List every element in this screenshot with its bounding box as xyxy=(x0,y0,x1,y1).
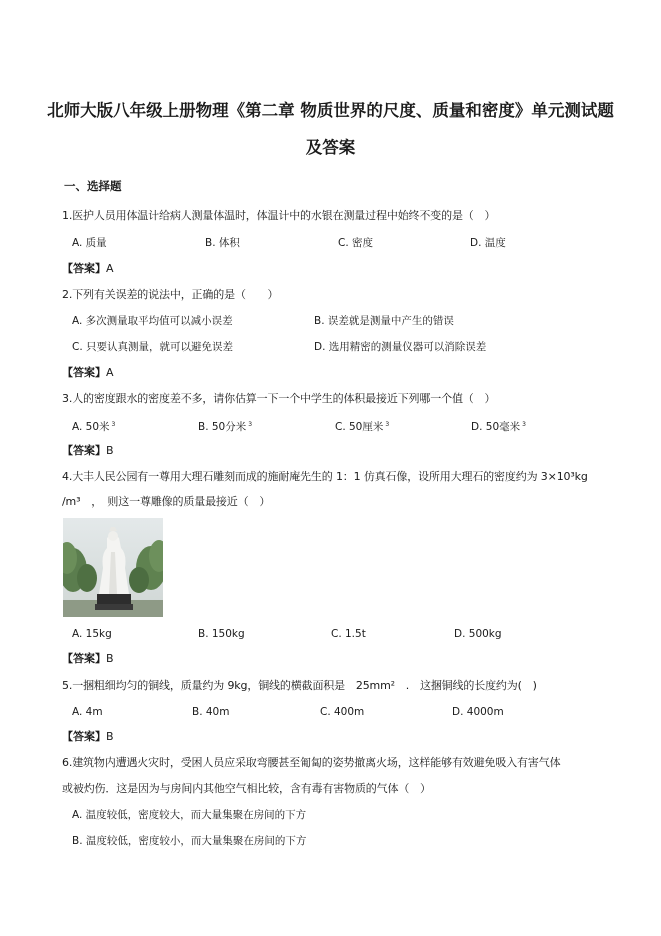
option xyxy=(72,418,115,434)
option xyxy=(198,418,252,434)
answer-label: 【答案】 xyxy=(62,730,106,743)
question-5-text: 5.一捆粗细均匀的铜线，质量约为 9kg，铜线的横截面积是 25mm² . 这捆铜线的长度约为( ) xyxy=(62,679,537,692)
question-5-options xyxy=(0,705,661,719)
option: A. 温度较低，密度较大，而大量集聚在房间的下方 xyxy=(72,809,307,821)
option: B. 体积 xyxy=(205,237,240,249)
question-2-options-row2 xyxy=(0,340,661,354)
option: A. 15kg xyxy=(72,628,112,640)
question-6-option-b xyxy=(0,834,661,848)
option: A. 质量 xyxy=(72,237,107,249)
answer-label: 【答案】 xyxy=(62,444,106,457)
option: C. 密度 xyxy=(338,237,374,249)
answer-1 xyxy=(62,262,114,276)
option: B. 40m xyxy=(192,706,230,718)
answer-value: B xyxy=(106,444,114,457)
document-title-line2: 及答案 xyxy=(305,138,356,157)
answer-value: B xyxy=(106,730,114,743)
statue-image-icon xyxy=(63,518,163,617)
answer-2 xyxy=(62,366,114,380)
superscript: 3 xyxy=(111,421,116,428)
option: C. 1.5t xyxy=(331,628,366,640)
option: D. 500kg xyxy=(454,628,502,640)
section-heading: 一、选择题 xyxy=(64,179,122,193)
option: D. 选用精密的测量仪器可以消除误差 xyxy=(314,341,487,353)
answer-label: 【答案】 xyxy=(62,262,106,275)
question-3-options xyxy=(0,418,661,432)
option-text: A. 50米 xyxy=(72,421,110,433)
option-text: B. 50分米 xyxy=(198,421,247,433)
question-6-text: 6.建筑物内遭遇火灾时，受困人员应采取弯腰甚至匍匐的姿势撤离火场，这样能够有效避免吸入有害气体 xyxy=(62,756,561,769)
option: A. 多次测量取平均值可以减小误差 xyxy=(72,315,233,327)
answer-3 xyxy=(62,444,114,458)
question-4-options xyxy=(0,627,661,641)
superscript: 3 xyxy=(522,421,526,428)
question-6-option-a xyxy=(0,808,661,822)
option xyxy=(335,418,389,434)
option: A. 4m xyxy=(72,706,103,718)
option: D. 4000m xyxy=(452,706,504,718)
answer-label: 【答案】 xyxy=(62,366,106,379)
option-text: D. 50毫米 xyxy=(471,421,521,433)
question-2-options-row1 xyxy=(0,314,661,328)
superscript: 3 xyxy=(248,421,253,428)
question-4-text-cont: /m³ ， 则这一尊雕像的质量最接近（ ） xyxy=(62,495,271,508)
option: C. 400m xyxy=(320,706,365,718)
option xyxy=(471,418,526,434)
question-2-text: 2.下列有关误差的说法中，正确的是（ ） xyxy=(62,288,279,301)
question-1-options xyxy=(0,236,661,250)
answer-label: 【答案】 xyxy=(62,652,106,665)
answer-5 xyxy=(62,730,114,744)
document-title-line1: 北师大版八年级上册物理《第二章 物质世界的尺度、质量和密度》单元测试题 xyxy=(47,101,614,120)
option: B. 150kg xyxy=(198,628,245,640)
answer-value: B xyxy=(106,652,114,665)
option: C. 只要认真测量，就可以避免误差 xyxy=(72,341,234,353)
question-3-text: 3.人的密度跟水的密度差不多，请你估算一下一个中学生的体积最接近下列哪一个值（ ） xyxy=(62,392,496,405)
answer-4 xyxy=(62,652,114,666)
statue-photo xyxy=(63,518,163,617)
option: D. 温度 xyxy=(470,237,506,249)
question-6-text-cont: 或被灼伤．这是因为与房间内其他空气相比较，含有毒有害物质的气体（ ） xyxy=(62,782,431,795)
superscript: 3 xyxy=(385,421,390,428)
answer-value: A xyxy=(106,262,114,275)
answer-value: A xyxy=(106,366,114,379)
option: B. 温度较低，密度较小，而大量集聚在房间的下方 xyxy=(72,835,307,847)
question-1-text: 1.医护人员用体温计给病人测量体温时，体温计中的水银在测量过程中始终不变的是（ ） xyxy=(62,209,496,222)
option-text: C. 50厘米 xyxy=(335,421,384,433)
option: B. 误差就是测量中产生的错误 xyxy=(314,315,454,327)
question-4-text: 4.大丰人民公园有一尊用大理石雕刻而成的施耐庵先生的 1：1 仿真石像，设所用大理石的密度约为 3×10³kg xyxy=(62,470,588,483)
